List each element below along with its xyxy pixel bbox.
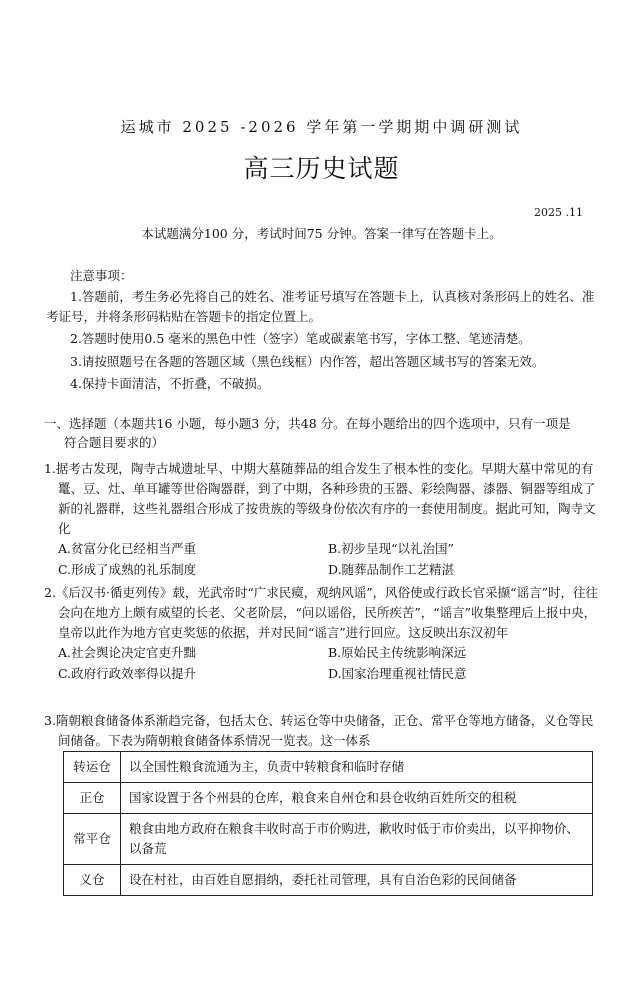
table-cell-desc: 设在村社，由百姓自愿捐纳，委托社司管理，具有自治色彩的民间储备 xyxy=(121,865,593,896)
option-d: D.国家治理重视社情民意 xyxy=(328,665,467,681)
note-item: 4.保持卡面清洁，不折叠，不破损。 xyxy=(70,375,270,391)
option-a: A.社会舆论决定官吏升黜 xyxy=(58,645,197,660)
question-stem: 2.《后汉书·循吏列传》载，光武帝时“广求民瘼，观纳风谣”，风俗使或行政长官采撷“谣言”时，往往会向在地方上颇有威望的长老、父老阶层，“问以谣俗，民所疾苦”，“谣言”收集整理后上报中央，皇帝以此作为地方官吏奖惩的依据，并对民间“谣言”进行回应。这反映出东汉初年 xyxy=(44,585,598,640)
table-row xyxy=(64,865,593,896)
question-3 xyxy=(44,711,600,751)
options-grid xyxy=(44,539,600,580)
option-a: A.贫富分化已经相当严重 xyxy=(58,541,197,556)
question-stem: 1.据考古发现，陶寺古城遗址早、中期大墓随葬品的组合发生了根本性的变化。早期大墓中常见的有鼍、豆、灶、单耳罐等世俗陶器群，到了中期，各种珍贵的玉器、彩绘陶器、漆器、铜器等组成了新的礼器群，这些礼器组合形成了按贵族的等级身份依次有序的一套使用制度。据此可知，陶寺文化 xyxy=(44,461,596,536)
exam-date: 2025 .11 xyxy=(534,206,583,219)
option-d: D.随葬品制作工艺精湛 xyxy=(328,561,455,577)
question-stem: 3.隋朝粮食储备体系渐趋完备，包括太仓、转运仓等中央储备，正仓、常平仓等地方储备，义仓等民间储备。下表为隋朝粮食储备体系情况一览表。这一体系 xyxy=(44,713,594,748)
exam-title: 高三历史试题 xyxy=(243,154,400,183)
option-b: B.原始民主传统影响深远 xyxy=(328,645,467,660)
score-note: 本试题满分100 分，考试时间75 分钟。答案一律写在答题卡上。 xyxy=(141,226,502,241)
table-cell-name: 正仓 xyxy=(64,783,121,814)
notes-title: 注意事项： xyxy=(70,268,133,283)
table-cell-desc: 国家设置于各个州县的仓库，粮食来自州仓和县仓收纳百姓所交的租税 xyxy=(121,783,593,814)
note-item: 1.答题前，考生务必先将自己的姓名、准考证号填写在答题卡上，认真核对条形码上的姓名、准考证号，并将条形码粘贴在答题卡的指定位置上。 xyxy=(46,289,595,324)
table-cell-name: 常平仓 xyxy=(64,814,121,865)
option-c: C.形成了成熟的礼乐制度 xyxy=(58,561,197,577)
table-row xyxy=(64,783,593,814)
note-item: 2.答题时使用0.5 毫米的黑色中性（签字）笔或碳素笔书写，字体工整、笔迹清楚。 xyxy=(70,331,531,347)
question-2 xyxy=(44,583,600,684)
section-heading-line2: 符合题目要求的） xyxy=(64,435,165,451)
section-heading-line1: 一、选择题（本题共16 小题，每小题3 分，共48 分。在每小题给出的四个选项中，只有一项是 xyxy=(44,416,571,431)
table-cell-name: 转运仓 xyxy=(64,752,121,783)
section-heading xyxy=(44,414,600,453)
table-cell-name: 义仓 xyxy=(64,865,121,896)
note-item: 3.请按照题号在各题的答题区域（黑色线框）内作答，超出答题区域书写的答案无效。 xyxy=(70,353,545,369)
table-row xyxy=(64,814,593,865)
table-cell-desc: 以全国性粮食流通为主，负责中转粮食和临时存储 xyxy=(121,752,593,783)
table-cell-desc: 粮食由地方政府在粮食丰收时高于市价购进，歉收时低于市价卖出，以平抑物价、以备荒 xyxy=(121,814,593,865)
options-grid xyxy=(44,643,600,684)
notes-block xyxy=(46,266,602,396)
grain-storage-table xyxy=(63,751,593,896)
question-1 xyxy=(44,459,600,580)
option-b: B.初步呈现“以礼治国” xyxy=(328,541,454,556)
table-row xyxy=(64,752,593,783)
option-c: C.政府行政效率得以提升 xyxy=(58,665,197,681)
exam-header-line: 运城市 2025 -2026 学年第一学期期中调研测试 xyxy=(120,118,523,136)
